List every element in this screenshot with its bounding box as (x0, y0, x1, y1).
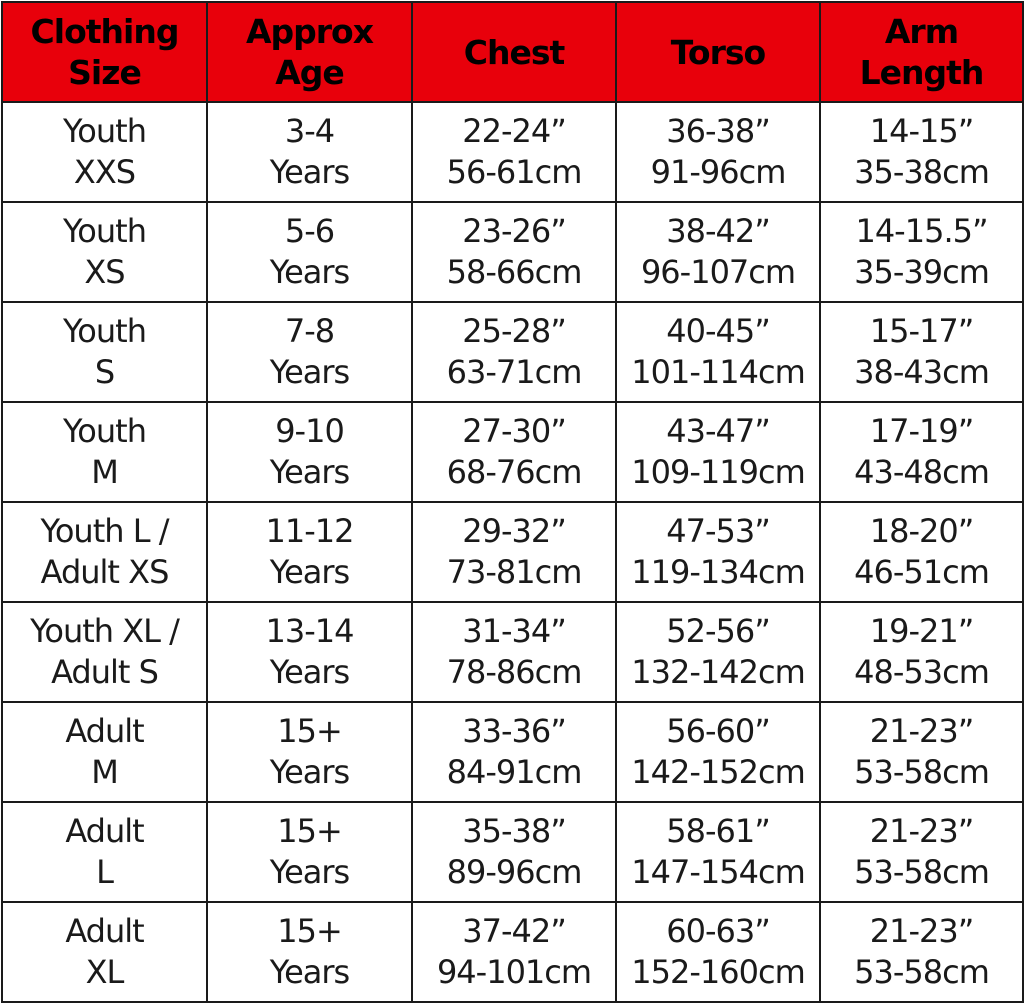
cell-line: Years (269, 153, 350, 191)
cell-clothing-size (2, 902, 207, 1002)
cell-line: 15+ (277, 712, 342, 750)
cell-chest (412, 902, 616, 1002)
cell-line: 52-56” (666, 612, 770, 650)
cell-line: Youth (63, 412, 146, 450)
cell-approx-age (207, 502, 412, 602)
cell-line: 17-19” (869, 412, 974, 450)
cell-line: 27-30” (462, 412, 566, 450)
cell-line: 3-4 (284, 112, 335, 150)
cell-line: 38-42” (666, 212, 770, 250)
cell-line: Years (269, 253, 350, 291)
cell-line: Adult (65, 712, 144, 750)
cell-line: 15+ (277, 912, 342, 950)
cell-line: XL (85, 953, 124, 991)
header-line: Age (275, 53, 344, 92)
cell-line: 14-15.5” (855, 212, 988, 250)
cell-torso (616, 102, 820, 202)
cell-line: 84-91cm (446, 753, 582, 791)
cell-chest (412, 702, 616, 802)
cell-line: 35-38cm (854, 153, 989, 191)
cell-line: 53-58cm (854, 853, 989, 891)
cell-line: 19-21” (869, 612, 974, 650)
header-clothing-size (2, 2, 207, 102)
table-row (2, 502, 1023, 602)
cell-line: 21-23” (869, 912, 974, 950)
cell-chest (412, 302, 616, 402)
cell-approx-age (207, 802, 412, 902)
cell-line: 58-66cm (446, 253, 582, 291)
cell-arm-length (820, 802, 1023, 902)
cell-line: 78-86cm (446, 653, 582, 691)
cell-line: Years (269, 653, 350, 691)
cell-torso (616, 502, 820, 602)
cell-line: 23-26” (462, 212, 566, 250)
cell-arm-length (820, 402, 1023, 502)
header-chest (412, 2, 616, 102)
cell-line: 60-63” (666, 912, 770, 950)
cell-arm-length (820, 302, 1023, 402)
cell-line: 40-45” (666, 312, 770, 350)
cell-line: Youth (63, 112, 146, 150)
cell-approx-age (207, 402, 412, 502)
cell-line: 43-48cm (854, 453, 989, 491)
header-line: Length (859, 53, 984, 92)
cell-line: 142-152cm (631, 753, 805, 791)
table-body (2, 102, 1023, 1002)
table-header (2, 2, 1023, 102)
cell-chest (412, 102, 616, 202)
cell-line: Youth (63, 212, 146, 250)
cell-clothing-size (2, 602, 207, 702)
cell-line: 119-134cm (631, 553, 805, 591)
cell-torso (616, 902, 820, 1002)
cell-line: 101-114cm (631, 353, 805, 391)
cell-clothing-size (2, 302, 207, 402)
cell-line: 15-17” (869, 312, 974, 350)
cell-line: 33-36” (462, 712, 566, 750)
cell-approx-age (207, 102, 412, 202)
header-line: Size (68, 53, 141, 92)
cell-line: 21-23” (869, 812, 974, 850)
cell-line: 43-47” (666, 412, 770, 450)
cell-chest (412, 202, 616, 302)
cell-line: Adult (65, 812, 144, 850)
cell-chest (412, 802, 616, 902)
cell-line: Years (269, 353, 350, 391)
cell-line: Years (269, 553, 350, 591)
cell-line: 46-51cm (854, 553, 989, 591)
cell-line: Adult (65, 912, 144, 950)
header-approx-age (207, 2, 412, 102)
cell-arm-length (820, 502, 1023, 602)
table-row (2, 802, 1023, 902)
cell-line: 53-58cm (854, 753, 989, 791)
cell-line: 21-23” (869, 712, 974, 750)
cell-line: 152-160cm (631, 953, 805, 991)
cell-line: 56-61cm (446, 153, 582, 191)
cell-line: 36-38” (666, 112, 770, 150)
cell-line: 31-34” (462, 612, 566, 650)
table-row (2, 602, 1023, 702)
cell-approx-age (207, 202, 412, 302)
table-row (2, 402, 1023, 502)
cell-line: 147-154cm (631, 853, 805, 891)
cell-line: 47-53” (666, 512, 770, 550)
cell-arm-length (820, 602, 1023, 702)
size-chart-table (1, 1, 1024, 1003)
cell-line: 5-6 (284, 212, 335, 250)
cell-clothing-size (2, 102, 207, 202)
cell-line: 38-43cm (854, 353, 989, 391)
cell-torso (616, 202, 820, 302)
cell-arm-length (820, 202, 1023, 302)
cell-line: Youth L / (40, 512, 169, 550)
cell-approx-age (207, 902, 412, 1002)
table-row (2, 702, 1023, 802)
cell-torso (616, 602, 820, 702)
cell-line: 9-10 (275, 412, 344, 450)
cell-line: 73-81cm (446, 553, 582, 591)
cell-line: 22-24” (462, 112, 566, 150)
cell-chest (412, 402, 616, 502)
cell-line: 18-20” (869, 512, 974, 550)
cell-line: Adult S (51, 653, 158, 691)
cell-line: XS (84, 253, 125, 291)
cell-line: M (91, 453, 118, 491)
cell-line: 53-58cm (854, 953, 989, 991)
cell-torso (616, 702, 820, 802)
cell-line: 35-38” (462, 812, 566, 850)
header-torso (616, 2, 820, 102)
cell-torso (616, 302, 820, 402)
cell-clothing-size (2, 502, 207, 602)
cell-line: 15+ (277, 812, 342, 850)
cell-arm-length (820, 902, 1023, 1002)
cell-line: M (91, 753, 118, 791)
cell-line: Youth (63, 312, 146, 350)
cell-line: 7-8 (284, 312, 335, 350)
cell-line: 91-96cm (650, 153, 786, 191)
header-line: Arm (884, 12, 959, 51)
header-row (2, 2, 1023, 102)
header-line: Chest (463, 32, 565, 72)
cell-line: 37-42” (462, 912, 566, 950)
cell-line: 13-14 (265, 612, 354, 650)
cell-chest (412, 502, 616, 602)
cell-line: 68-76cm (446, 453, 582, 491)
table-row (2, 902, 1023, 1002)
header-line: Clothing (30, 12, 179, 51)
cell-approx-age (207, 302, 412, 402)
cell-torso (616, 402, 820, 502)
cell-clothing-size (2, 702, 207, 802)
cell-line: 35-39cm (854, 253, 989, 291)
cell-line: 58-61” (666, 812, 770, 850)
cell-line: 29-32” (462, 512, 566, 550)
table-row (2, 302, 1023, 402)
cell-line: 63-71cm (446, 353, 582, 391)
cell-line: 109-119cm (631, 453, 805, 491)
cell-line: Years (269, 953, 350, 991)
cell-line: Years (269, 453, 350, 491)
cell-line: 25-28” (462, 312, 566, 350)
cell-chest (412, 602, 616, 702)
table-row (2, 202, 1023, 302)
cell-line: 14-15” (869, 112, 974, 150)
cell-arm-length (820, 702, 1023, 802)
cell-line: S (94, 353, 115, 391)
cell-line: XXS (73, 153, 136, 191)
cell-approx-age (207, 702, 412, 802)
cell-line: 94-101cm (436, 953, 592, 991)
cell-clothing-size (2, 802, 207, 902)
cell-clothing-size (2, 202, 207, 302)
cell-line: 89-96cm (446, 853, 582, 891)
cell-arm-length (820, 102, 1023, 202)
cell-clothing-size (2, 402, 207, 502)
header-line: Approx (245, 12, 373, 51)
cell-line: 48-53cm (854, 653, 989, 691)
cell-line: Years (269, 853, 350, 891)
cell-line: Youth XL / (30, 612, 179, 650)
cell-line: 11-12 (265, 512, 354, 550)
cell-line: 96-107cm (640, 253, 796, 291)
header-line: Torso (670, 32, 766, 72)
cell-torso (616, 802, 820, 902)
cell-line: Adult XS (40, 553, 169, 591)
header-arm-length (820, 2, 1023, 102)
cell-line: L (96, 853, 113, 891)
cell-approx-age (207, 602, 412, 702)
table-row (2, 102, 1023, 202)
cell-line: 56-60” (666, 712, 770, 750)
cell-line: 132-142cm (631, 653, 805, 691)
cell-line: Years (269, 753, 350, 791)
